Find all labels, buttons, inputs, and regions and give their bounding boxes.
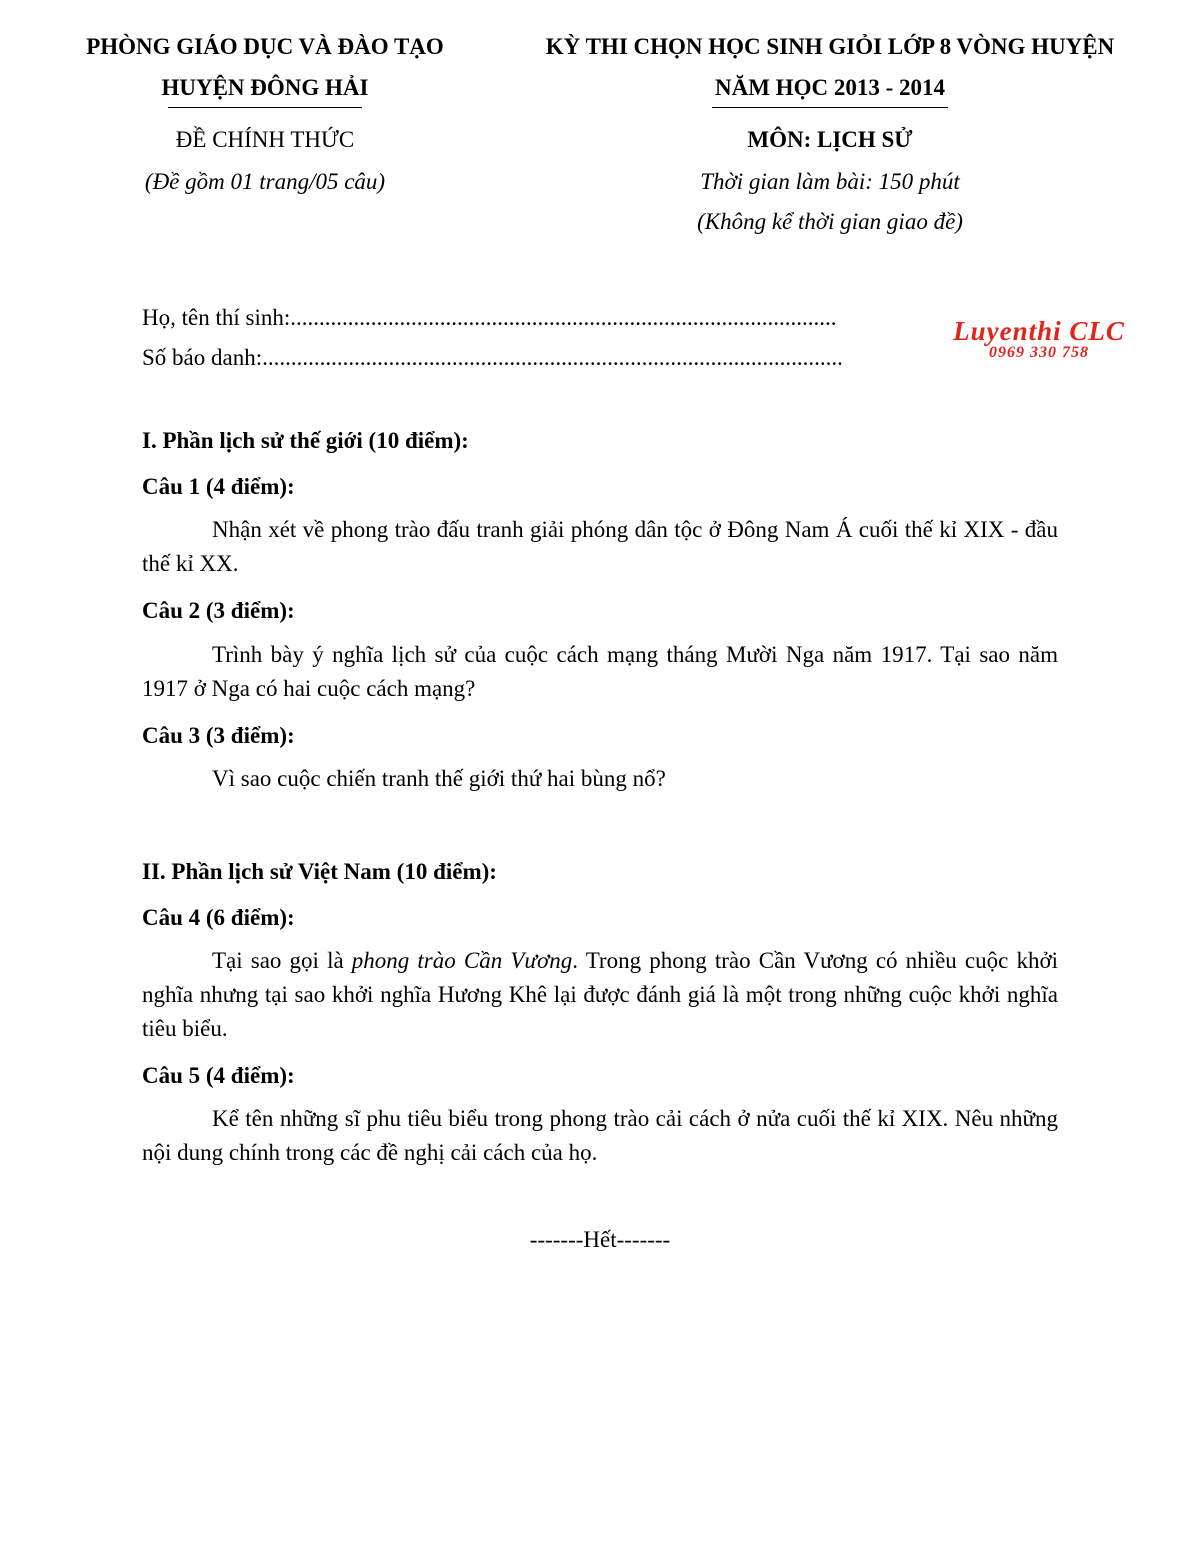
luyenthi-watermark xyxy=(928,316,1150,368)
q5-text-content: Kể tên những sĩ phu tiêu biểu trong phong trào cải cách ở nửa cuối thế kỉ XIX. Nêu những nội dung chính trong các đề nghị cải cách của họ. xyxy=(142,1106,1058,1165)
q2-text-content: Trình bày ý nghĩa lịch sử của cuộc cách mạng tháng Mười Nga năm 1917. Tại sao năm 1917 ở Nga có hai cuộc cách mạng? xyxy=(142,642,1058,701)
section1-title: I. Phần lịch sử thế giới (10 điểm): xyxy=(142,428,469,453)
watermark-phone: 0969 330 758 xyxy=(989,344,1089,361)
q4-text xyxy=(142,944,1058,1046)
q1-text xyxy=(142,513,1058,581)
section2-title: II. Phần lịch sử Việt Nam (10 điểm): xyxy=(142,859,497,884)
q5-text xyxy=(142,1102,1058,1170)
department-name: PHÒNG GIÁO DỤC VÀ ĐÀO TẠO xyxy=(86,34,444,59)
duration-note: (Không kể thời gian giao đề) xyxy=(697,209,963,234)
q4-text-after: . Trong phong trào Cần Vương có nhiều cuộc khởi nghĩa nhưng tại sao khởi nghĩa Hương Khê lại được đánh giá là một trong những cuộc khởi nghĩa tiêu biểu. xyxy=(142,948,1058,1041)
q2-label: Câu 2 (3 điểm): xyxy=(142,598,295,623)
district-underline xyxy=(168,107,362,108)
pages-note: (Đề gồm 01 trang/05 câu) xyxy=(144,169,386,194)
q4-text-italic: phong trào Cần Vương xyxy=(351,948,573,973)
candidate-id-line: Số báo danh:..................................................................................................... xyxy=(142,345,843,370)
subject-title: MÔN: LỊCH SỬ xyxy=(747,127,913,152)
school-year: NĂM HỌC 2013 - 2014 xyxy=(715,75,945,100)
q2-text xyxy=(142,638,1058,706)
candidate-name-line: Họ, tên thí sinh:............................................................................................... xyxy=(142,305,837,330)
q3-text-content: Vì sao cuộc chiến tranh thế giới thứ hai bùng nổ? xyxy=(212,766,666,791)
q1-text-content: Nhận xét về phong trào đấu tranh giải phóng dân tộc ở Đông Nam Á cuối thế kỉ XIX - đầu thế kỉ XX. xyxy=(142,517,1058,576)
official-label: ĐỀ CHÍNH THỨC xyxy=(175,127,355,152)
school-year-underline xyxy=(712,107,948,108)
q1-label: Câu 1 (4 điểm): xyxy=(142,474,295,499)
watermark-brand: Luyenthi CLC xyxy=(953,316,1125,346)
q5-label: Câu 5 (4 điểm): xyxy=(142,1063,295,1088)
end-mark: -------Hết------- xyxy=(529,1227,671,1252)
exam-duration: Thời gian làm bài: 150 phút xyxy=(700,169,960,194)
exam-title: KỲ THI CHỌN HỌC SINH GIỎI LỚP 8 VÒNG HUYỆN xyxy=(545,34,1115,59)
district-name: HUYỆN ĐÔNG HẢI xyxy=(161,75,369,100)
q4-label: Câu 4 (6 điểm): xyxy=(142,905,295,930)
q3-text xyxy=(142,762,1058,796)
q4-text-before: Tại sao gọi là xyxy=(212,948,352,973)
q3-label: Câu 3 (3 điểm): xyxy=(142,723,295,748)
